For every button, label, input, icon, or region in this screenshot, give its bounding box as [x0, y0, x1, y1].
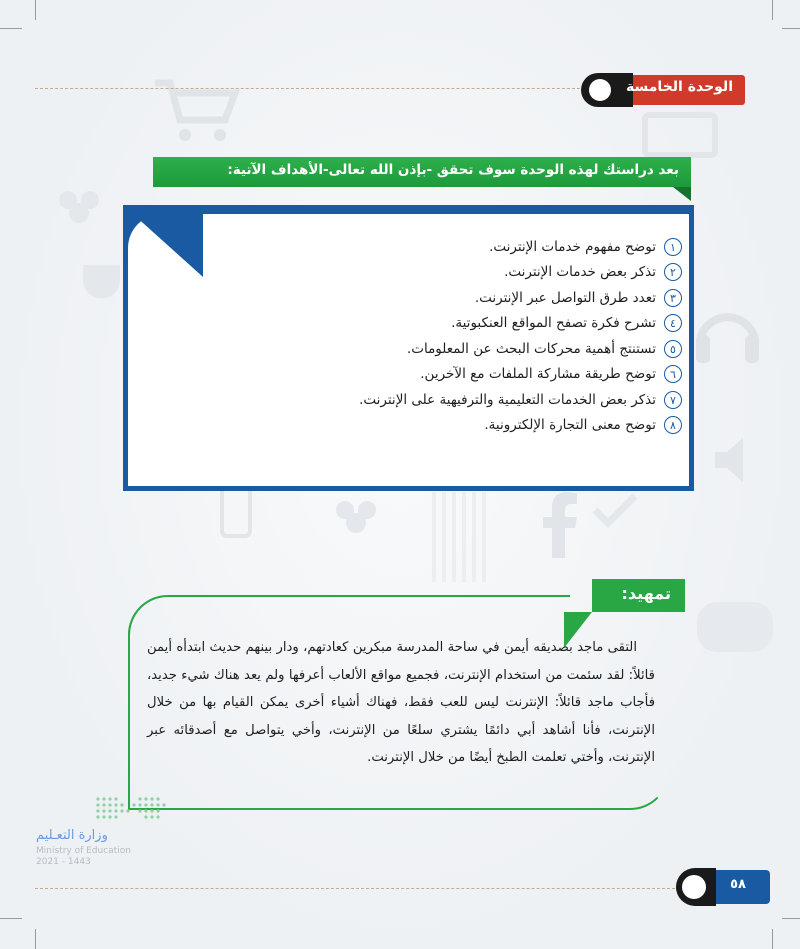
crop-mark — [782, 918, 800, 919]
page-curl-decor — [123, 205, 203, 277]
objective-item — [222, 387, 682, 413]
crop-mark — [35, 929, 36, 949]
header-dashed-line — [35, 88, 595, 89]
headphones-icon — [690, 290, 765, 370]
objective-number: ١ — [664, 238, 682, 256]
objective-text: تذكر بعض خدمات الإنترنت. — [504, 264, 656, 281]
objective-item — [222, 336, 682, 362]
page-number-cap — [676, 868, 716, 906]
page-number: ٥٨ — [730, 877, 746, 892]
goals-heading: بعد دراستك لهذه الوحدة سوف تحقق -بإذن الله تعالى-الأهداف الآتية: — [227, 162, 679, 178]
intro-heading: تمهيد: — [621, 584, 671, 603]
objective-number: ٧ — [664, 391, 682, 409]
ministry-name-arabic: وزارة التعـليم — [36, 828, 108, 843]
objective-number: ٣ — [664, 289, 682, 307]
banner-fold — [673, 187, 691, 201]
objective-text: تعدد طرق التواصل عبر الإنترنت. — [474, 289, 656, 306]
linkedin-icon — [695, 600, 775, 655]
objective-number: ٨ — [664, 416, 682, 434]
checkmark-icon — [590, 490, 640, 530]
objective-text: توضح معنى التجارة الإلكترونية. — [484, 417, 656, 434]
unit-tab — [545, 75, 745, 105]
objective-number: ٥ — [664, 340, 682, 358]
objective-number: ٦ — [664, 365, 682, 383]
objective-item — [222, 413, 682, 439]
objectives-list — [222, 234, 682, 438]
objective-text: تستنتج أهمية محركات البحث عن المعلومات. — [406, 340, 656, 357]
people-icon — [325, 495, 385, 545]
ministry-logo-dots-icon — [94, 795, 166, 823]
intro-tag — [592, 579, 685, 612]
intro-paragraph: التقى ماجد بصديقه أيمن في ساحة المدرسة مبكرين كعادتهم، ودار بينهم حديث ابتدأه أيمن قائلاً: لقد سئمت من استخدام الإنترنت، فجميع مواقع الألعاب أعرفها ولم يعد هناك شيء جديد، فأجاب ماجد قائلاً: الإنترنت ليس للعب فقط، فهناك أشياء أخرى يمكن القيام بها من خلال الإنترنت، فأنا أشاهد أبي دائمًا يشتري سلعًا من الإنترنت، وأخي يتواصل مع أصدقائه عبر الإنترنت، وأختي تعلمت الطبخ أيضًا من خلال الإنترنت. — [147, 640, 655, 766]
crop-mark — [772, 929, 773, 949]
ministry-logo — [36, 795, 166, 900]
facebook-icon — [535, 490, 585, 560]
unit-label: الوحدة الخامسة — [626, 79, 733, 95]
objective-item — [222, 311, 682, 337]
objective-item — [222, 362, 682, 388]
people-icon — [48, 185, 108, 235]
crop-mark — [0, 918, 22, 919]
crop-mark — [0, 28, 22, 29]
goals-banner — [153, 157, 691, 187]
crop-mark — [772, 0, 773, 20]
shopping-cart-icon — [150, 75, 240, 145]
crop-mark — [782, 28, 800, 29]
objective-item — [222, 234, 682, 260]
objective-text: تشرح فكرة تصفح المواقع العنكبوتية. — [451, 315, 656, 332]
objective-text: توضح طريقة مشاركة الملفات مع الآخرين. — [420, 366, 656, 383]
objective-number: ٤ — [664, 314, 682, 332]
objective-number: ٢ — [664, 263, 682, 281]
crop-mark — [35, 0, 36, 20]
objective-item — [222, 285, 682, 311]
building-grid-decor — [432, 492, 492, 582]
page-number-tab — [690, 868, 770, 906]
objective-text: توضح مفهوم خدمات الإنترنت. — [489, 238, 656, 255]
objective-text: تذكر بعض الخدمات التعليمية والترفيهية على الإنترنت. — [359, 391, 656, 408]
speaker-icon — [705, 430, 765, 490]
objective-item — [222, 260, 682, 286]
ministry-year: 2021 - 1443 — [36, 857, 91, 867]
ministry-name-english: Ministry of Education — [36, 846, 131, 856]
